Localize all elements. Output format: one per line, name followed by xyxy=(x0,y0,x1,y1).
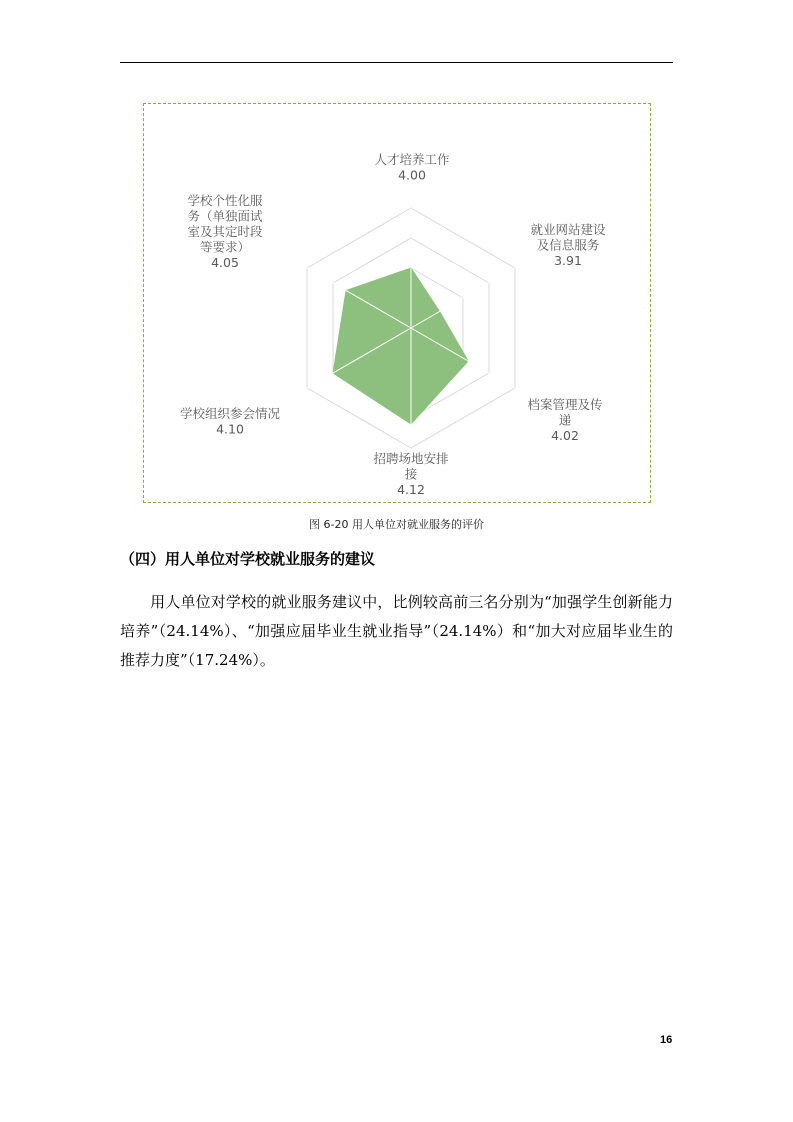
radar-value-label: 4.12 xyxy=(397,482,425,497)
radar-value-label: 4.10 xyxy=(216,421,244,437)
radar-value-label: 4.05 xyxy=(211,255,239,270)
radar-axis-label: 招聘场地安排接 xyxy=(373,451,449,482)
radar-chart-frame xyxy=(143,103,651,503)
radar-chart xyxy=(144,104,652,504)
radar-axis-label: 人才培养工作 xyxy=(374,152,450,167)
radar-axis-label: 学校组织参会情况 xyxy=(179,406,281,421)
radar-value-label: 4.02 xyxy=(551,428,579,443)
paragraph-text: 用人单位对学校的就业服务建议中，比例较高前三名分别为“加强学生创新能力培养”（24.14%）、“加强应届毕业生就业指导”（24.14%）和“加大对应届毕业生的推荐力度”（17.24%）。 xyxy=(120,593,673,669)
figure-caption: 图 6-20 用人单位对就业服务的评价 xyxy=(309,518,484,531)
radar-axis-label: 学校个性化服务（单独面试室及其定时段等要求） xyxy=(187,193,263,255)
radar-value-label: 4.00 xyxy=(398,167,426,183)
body-paragraph xyxy=(120,588,673,675)
radar-axis-label: 档案管理及传递 xyxy=(527,397,603,428)
radar-value-label: 3.91 xyxy=(554,253,582,268)
radar-data-area xyxy=(333,268,468,424)
radar-axis-label: 就业网站建设及信息服务 xyxy=(530,222,606,253)
section-heading: （四）用人单位对学校就业服务的建议 xyxy=(120,550,376,568)
page-number: 16 xyxy=(660,1034,673,1046)
header-rule xyxy=(120,62,673,63)
